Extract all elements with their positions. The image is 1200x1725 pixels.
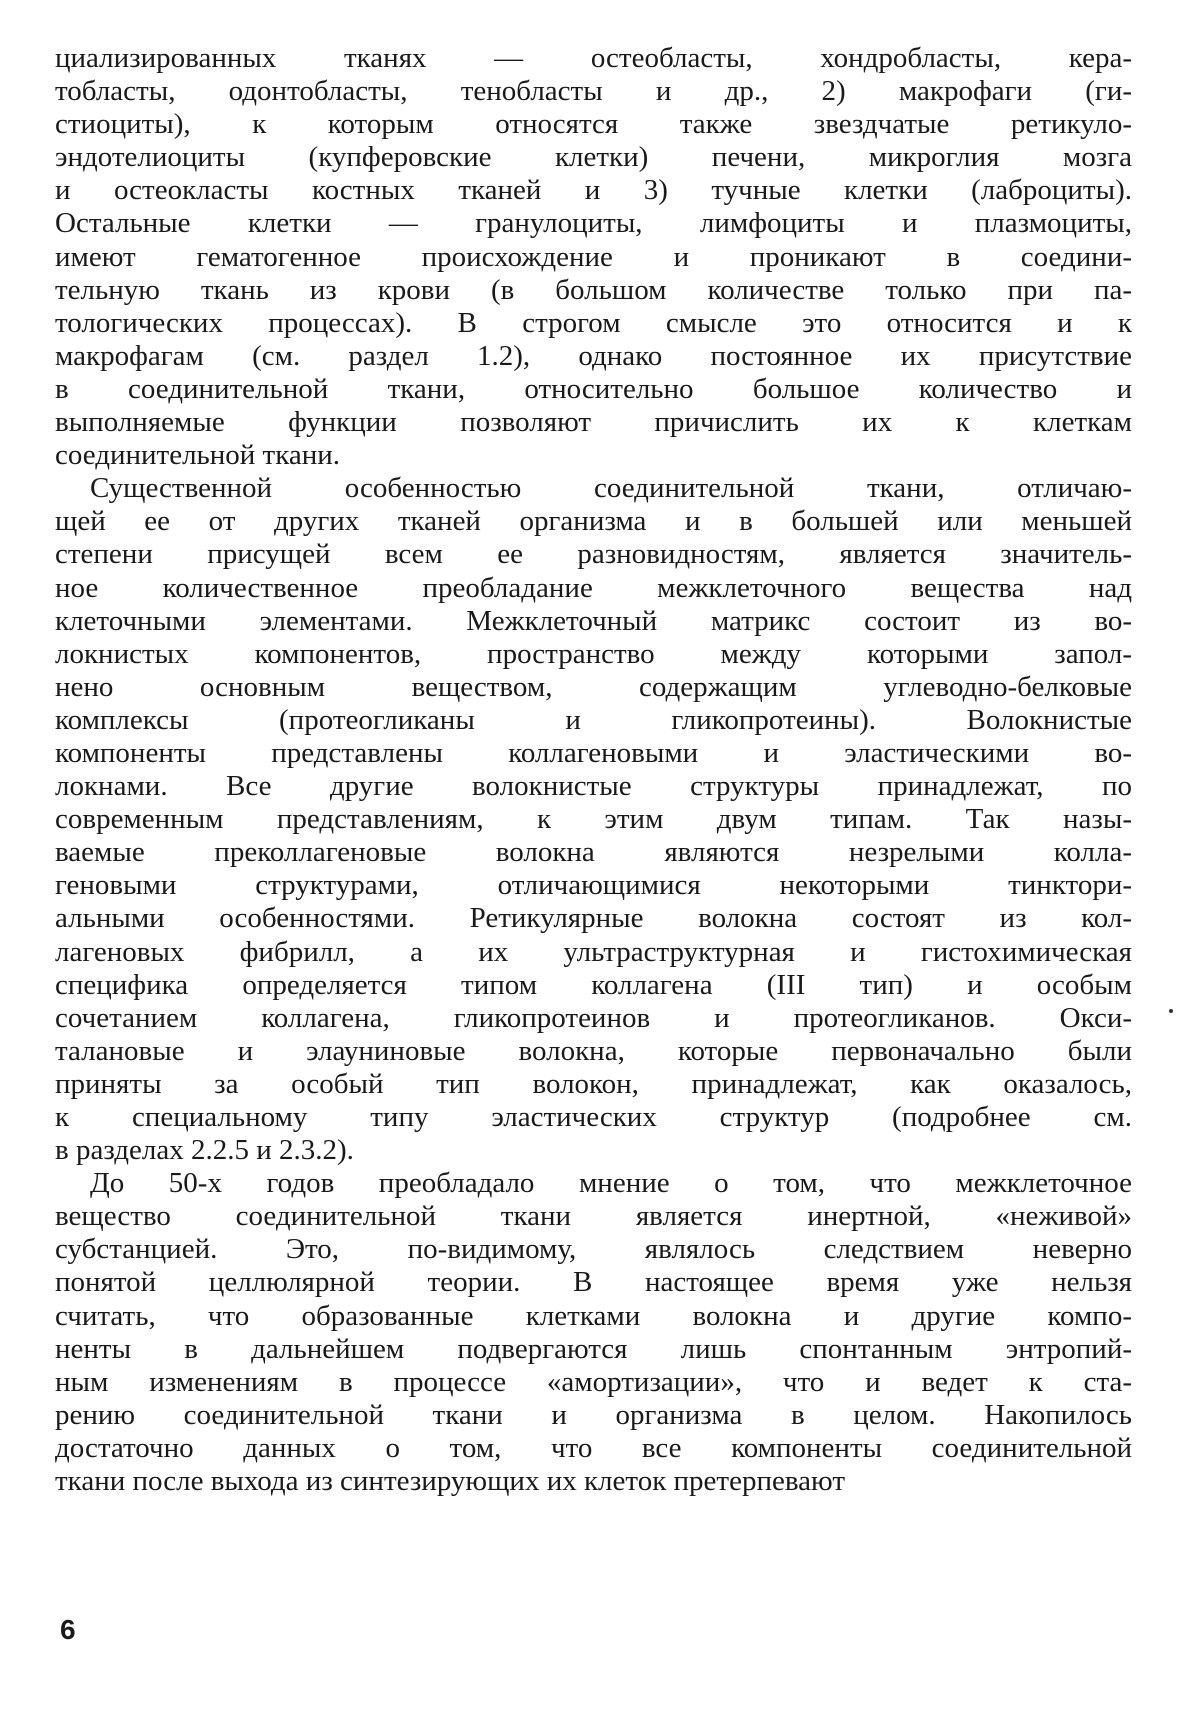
paragraph	[55, 472, 1132, 1167]
text-line: вещество соединительной ткани является инертной, «неживой»	[55, 1200, 1132, 1233]
text-line: тобласты, одонтобласты, тенобласты и др., 2) макрофаги (ги-	[55, 75, 1132, 108]
text-line: циализированных тканях — остеобласты, хондробласты, кера-	[55, 42, 1132, 74]
page-number: 6	[60, 1614, 76, 1645]
text-line: макрофагам (см. раздел 1.2), однако постоянное их присутствие	[55, 339, 1132, 372]
text-line: нено основным веществом, содержащим углеводно-белковые	[55, 670, 1132, 703]
text-line: тельную ткань из крови (в большом количестве только при па-	[55, 273, 1132, 306]
text-line: и остеокласты костных тканей и 3) тучные клетки (лаброциты).	[55, 174, 1132, 207]
text-line: к специальному типу эластических структур (подробнее см.	[55, 1101, 1132, 1133]
text-line: щей ее от других тканей организма и в большей или меньшей	[55, 505, 1132, 538]
text-line: лагеновых фибрилл, а их ультраструктурная и гистохимическая	[55, 935, 1132, 968]
text-line: выполняемые функции позволяют причислить их к клеткам	[55, 406, 1132, 439]
text-line: тологических процессах). В строгом смысле это относится и к	[55, 306, 1132, 339]
text-line: компоненты представлены коллагеновыми и эластическими во-	[55, 736, 1132, 769]
text-line: Существенной особенностью соединительной ткани, отличаю-	[90, 472, 1132, 505]
text-line: сочетанием коллагена, гликопротеинов и протеогликанов. Окси-	[55, 1001, 1132, 1034]
text-line: считать, что образованные клетками волокна и другие компо-	[55, 1299, 1132, 1332]
text-line: современным представлениям, к этим двум типам. Так назы-	[55, 803, 1132, 836]
paragraph	[55, 1167, 1132, 1498]
text-line: ткани после выхода из синтезирующих их клеток претерпевают	[55, 1465, 845, 1498]
text-line: рению соединительной ткани и организма в целом. Накопилось	[55, 1398, 1132, 1431]
text-line: ным изменениям в процессе «амортизации», что и ведет к ста-	[55, 1365, 1132, 1398]
text-line: степени присущей всем ее разновидностям, является значитель-	[55, 538, 1132, 571]
text-line: имеют гематогенное происхождение и проникают в соедини-	[55, 240, 1132, 273]
text-line: понятой целлюлярной теории. В настоящее время уже нельзя	[55, 1266, 1132, 1299]
text-line: субстанцией. Это, по-видимому, являлось следствием неверно	[55, 1233, 1132, 1266]
text-line: геновыми структурами, отличающимися некоторыми тинктори-	[55, 869, 1132, 902]
text-line: в соединительной ткани, относительно большое количество и	[55, 372, 1132, 405]
text-line: локнами. Все другие волокнистые структуры принадлежат, по	[55, 770, 1132, 803]
text-line: соединительной ткани.	[55, 439, 341, 472]
text-line: ненты в дальнейшем подвергаются лишь спонтанным энтропий-	[55, 1332, 1132, 1365]
text-line: приняты за особый тип волокон, принадлежат, как оказалось,	[55, 1067, 1132, 1100]
print-speck	[1169, 1009, 1173, 1013]
body-text	[55, 42, 1132, 1498]
text-line: комплексы (протеогликаны и гликопротеины). Волокнистые	[55, 703, 1132, 736]
paragraph	[55, 42, 1132, 472]
text-line: в разделах 2.2.5 и 2.3.2).	[55, 1134, 354, 1167]
text-line: ное количественное преобладание межклеточного вещества над	[55, 571, 1132, 604]
text-line: локнистых компонентов, пространство между которыми запол-	[55, 637, 1132, 670]
text-line: талановые и элауниновые волокна, которые первоначально были	[55, 1034, 1132, 1067]
text-line: альными особенностями. Ретикулярные волокна состоят из кол-	[55, 902, 1132, 935]
text-line: специфика определяется типом коллагена (III тип) и особым	[55, 968, 1132, 1001]
text-line: Остальные клетки — гранулоциты, лимфоциты и плазмоциты,	[55, 207, 1132, 240]
text-line: клеточными элементами. Межклеточный матрикс состоит из во-	[55, 604, 1132, 637]
text-line: стиоциты), к которым относятся также звездчатые ретикуло-	[55, 108, 1132, 141]
text-line: ваемые преколлагеновые волокна являются незрелыми колла-	[55, 836, 1132, 869]
text-line: До 50-х годов преобладало мнение о том, что межклеточное	[90, 1167, 1132, 1200]
text-line: достаточно данных о том, что все компоненты соединительной	[55, 1431, 1132, 1464]
text-line: эндотелиоциты (купферовские клетки) печени, микроглия мозга	[55, 141, 1132, 174]
